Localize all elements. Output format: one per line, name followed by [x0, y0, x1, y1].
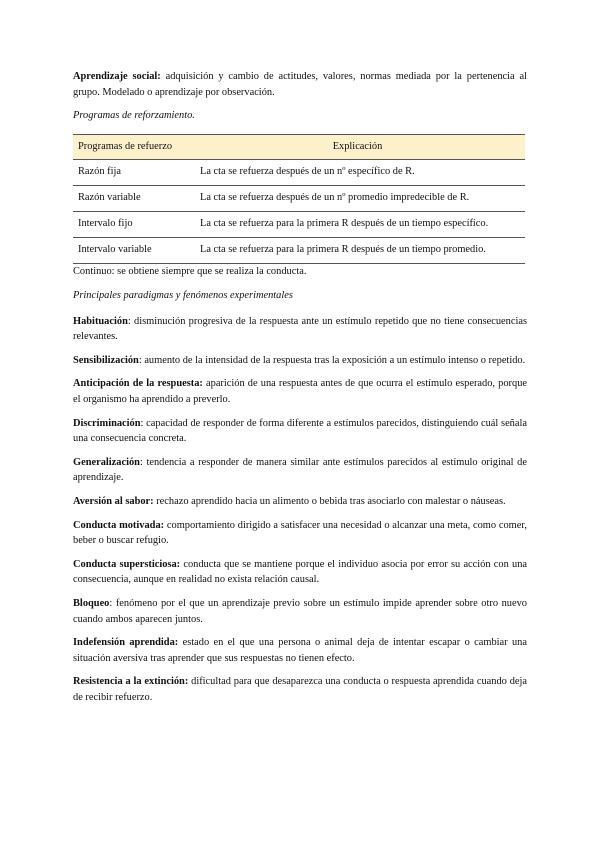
- intro-paragraph: [73, 69, 527, 100]
- definition-term: Conducta motivada:: [73, 519, 165, 531]
- table-cell: La cta se refuerza para la primera R después de un tiempo específico.: [190, 211, 525, 237]
- table-cell: Intervalo fijo: [73, 211, 190, 237]
- definition-item: [73, 314, 527, 345]
- table-cell: La cta se refuerza después de un nº promedio impredecible de R.: [190, 185, 525, 211]
- definition-term: Habituación: [73, 315, 128, 327]
- reinforcement-table: [73, 134, 525, 264]
- table-header-row: [73, 134, 525, 159]
- intro-text: adquisición y cambio de actitudes, valores, normas mediada por la pertenencia al grupo. Modelado o aprendizaje por observación.: [73, 71, 527, 98]
- definition-text: dificultad para que desaparezca una conducta o respuesta aprendida cuando deja de recibir refuerzo.: [73, 676, 527, 703]
- definition-term: Indefensión aprendida:: [73, 637, 179, 649]
- definition-item: [73, 674, 527, 705]
- table-row: [73, 211, 525, 237]
- definition-item: [73, 494, 527, 510]
- definition-text: conducta que se mantiene porque el individuo asocia por error su acción con una consecuencia, aunque en realidad no exista relación causal.: [73, 558, 527, 586]
- definition-item: [73, 353, 527, 369]
- page-content: [73, 69, 527, 714]
- definition-item: [73, 518, 527, 549]
- table-cell: Razón variable: [73, 185, 190, 211]
- definition-text: : tendencia a responder de manera similar ante estímulos parecidos al estímulo original de aprendizaje.: [73, 456, 527, 484]
- intro-term: Aprendizaje social:: [73, 71, 161, 82]
- table-cell: La cta se refuerza después de un nº específico de R.: [190, 159, 525, 185]
- definition-term: Generalización: [73, 456, 140, 468]
- definition-item: [73, 376, 527, 407]
- definition-item: [73, 635, 527, 666]
- table-row: [73, 159, 525, 185]
- definition-text: rechazo aprendido hacia un alimento o bebida tras asociarlo con malestar o náuseas.: [153, 495, 506, 507]
- definition-text: : capacidad de responder de forma diferente a estímulos parecidos, distinguiendo cuál señala una consecuencia concreta.: [73, 417, 527, 445]
- definition-text: : fenómeno por el que un aprendizaje previo sobre un estímulo impide aprender sobre otro nuevo cuando ambos aparecen juntos.: [73, 598, 527, 625]
- paradigms-title: Principales paradigmas y fenómenos experimentales: [73, 290, 293, 301]
- definition-item: [73, 416, 527, 447]
- programs-title: Programas de reforzamiento.: [73, 110, 195, 121]
- definition-text: : aumento de la intensidad de la respuesta tras la exposición a un estímulo intenso o repetido.: [138, 354, 526, 366]
- definition-text: : disminución progresiva de la respuesta ante un estímulo repetido que no tiene consecuencias relevantes.: [73, 315, 527, 342]
- definition-term: Discriminación: [73, 417, 141, 429]
- definition-term: Anticipación de la respuesta:: [73, 378, 203, 390]
- table-row: [73, 185, 525, 211]
- definition-term: Resistencia a la extinción:: [73, 676, 189, 688]
- table-header: Explicación: [190, 134, 525, 159]
- definition-term: Aversión al sabor:: [73, 495, 154, 507]
- table-row: [73, 237, 525, 263]
- continuous-note: Continuo: se obtiene siempre que se realiza la conducta.: [73, 265, 307, 277]
- table-cell: Razón fija: [73, 159, 190, 185]
- definition-item: [73, 455, 527, 486]
- table-cell: Intervalo variable: [73, 237, 190, 263]
- definition-term: Sensibilización: [73, 354, 139, 366]
- table-cell: La cta se refuerza para la primera R después de un tiempo promedio.: [190, 237, 525, 263]
- definition-item: [73, 596, 527, 627]
- definition-term: Bloqueo: [73, 598, 110, 609]
- definition-term: Conducta supersticiosa:: [73, 558, 181, 570]
- definition-text: comportamiento dirigido a satisfacer una necesidad o alcanzar una meta, como comer, beber o buscar refugio.: [73, 519, 527, 547]
- definition-text: aparición de una respuesta antes de que ocurra el estímulo esperado, porque el organismo ha aprendido a preverlo.: [73, 378, 528, 405]
- table-header: Programas de refuerzo: [73, 134, 190, 159]
- definition-item: [73, 557, 527, 588]
- definition-text: estado en el que una persona o animal deja de intentar escapar o cambiar una situación aversiva tras aprender que sus respuestas no tienen efecto.: [73, 637, 527, 664]
